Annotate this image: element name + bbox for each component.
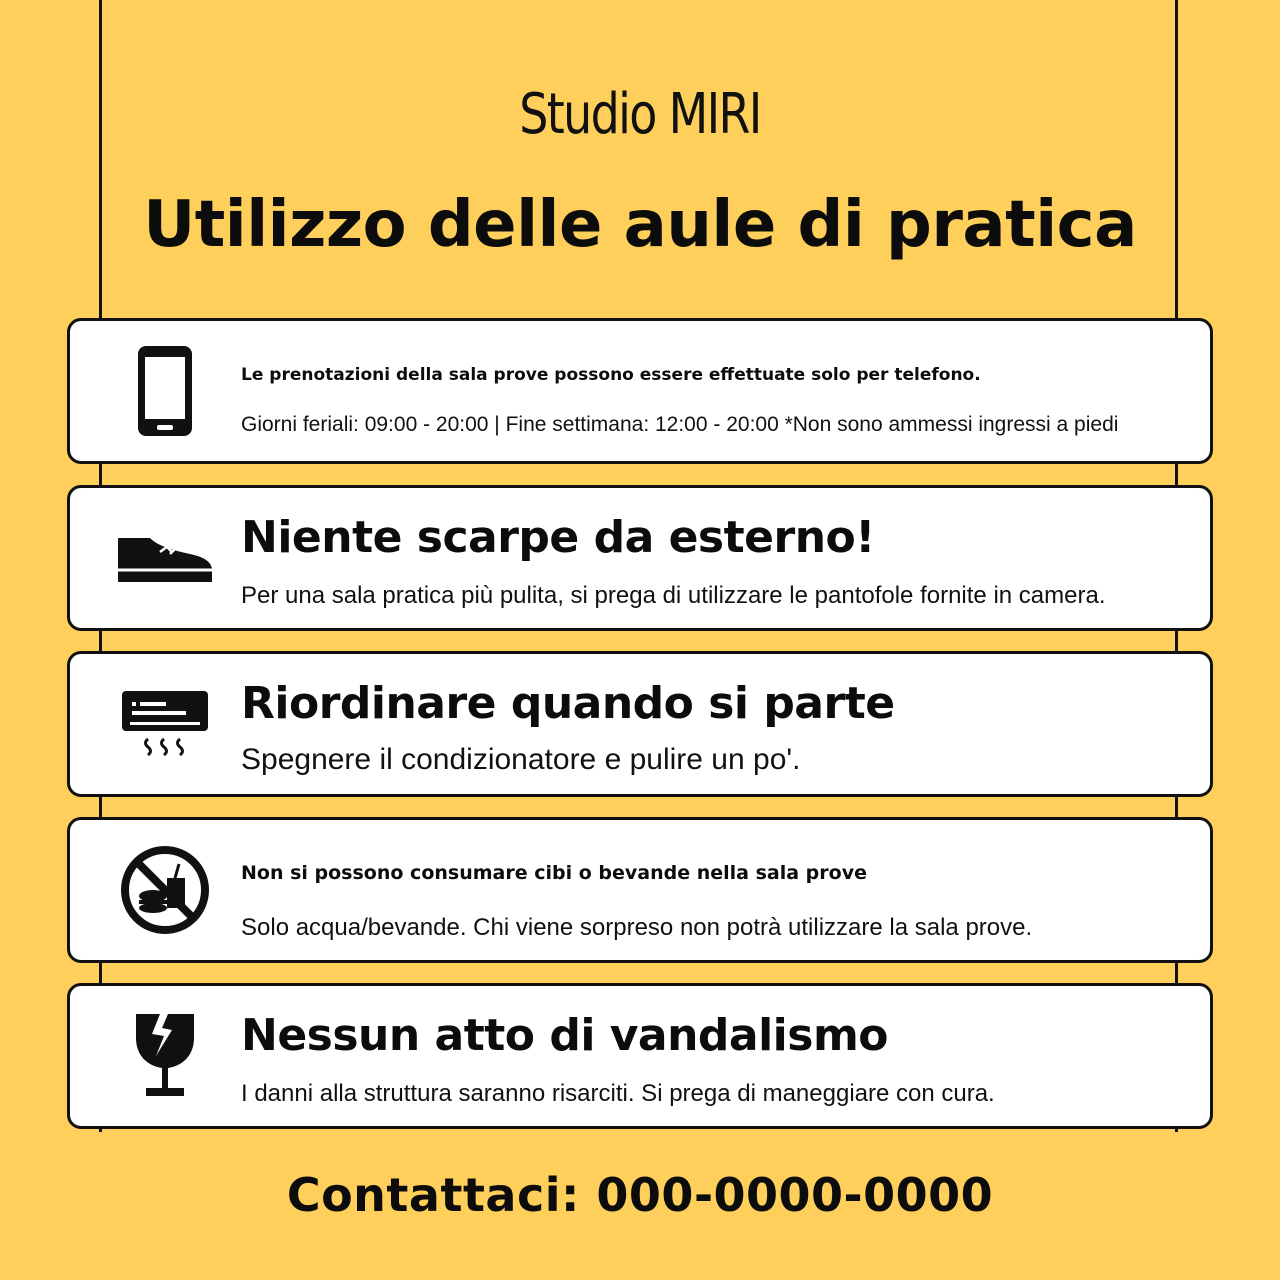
rule-text: Spegnere il condizionatore e pulire un po'. xyxy=(241,743,801,776)
rule-card-shoes xyxy=(67,485,1213,631)
rule-text: I danni alla struttura saranno risarciti. Si prega di maneggiare con cura. xyxy=(241,1080,995,1107)
smartphone-icon xyxy=(110,341,220,441)
rule-heading: Non si possono consumare cibi o bevande nella sala prove xyxy=(241,862,867,884)
rule-card-booking xyxy=(67,318,1213,464)
rule-text: Solo acqua/bevande. Chi viene sorpreso non potrà utilizzare la sala prove. xyxy=(241,914,1033,941)
rule-text: Giorni feriali: 09:00 - 20:00 | Fine settimana: 12:00 - 20:00 *Non sono ammessi ingressi a piedi xyxy=(241,413,1119,436)
fragile-glass-icon xyxy=(110,1006,220,1106)
contact-phone: Contattaci: 000-0000-0000 xyxy=(286,1168,994,1222)
shoe-icon xyxy=(110,508,220,608)
rule-heading: Nessun atto di vandalismo xyxy=(241,1010,889,1061)
no-food-drink-icon xyxy=(110,840,220,940)
rule-heading: Le prenotazioni della sala prove possono essere effettuate solo per telefono. xyxy=(241,365,981,385)
rule-card-vandalism xyxy=(67,983,1213,1129)
rule-heading: Niente scarpe da esterno! xyxy=(241,512,875,563)
studio-name: Studio MIRI xyxy=(519,82,761,147)
rule-card-tidy xyxy=(67,651,1213,797)
page-title: Utilizzo delle aule di pratica xyxy=(143,188,1137,262)
rule-text: Per una sala pratica più pulita, si prega di utilizzare le pantofole fornite in camera. xyxy=(241,582,1106,609)
rule-card-food xyxy=(67,817,1213,963)
rule-heading: Riordinare quando si parte xyxy=(241,678,895,729)
air-conditioner-icon xyxy=(110,674,220,774)
